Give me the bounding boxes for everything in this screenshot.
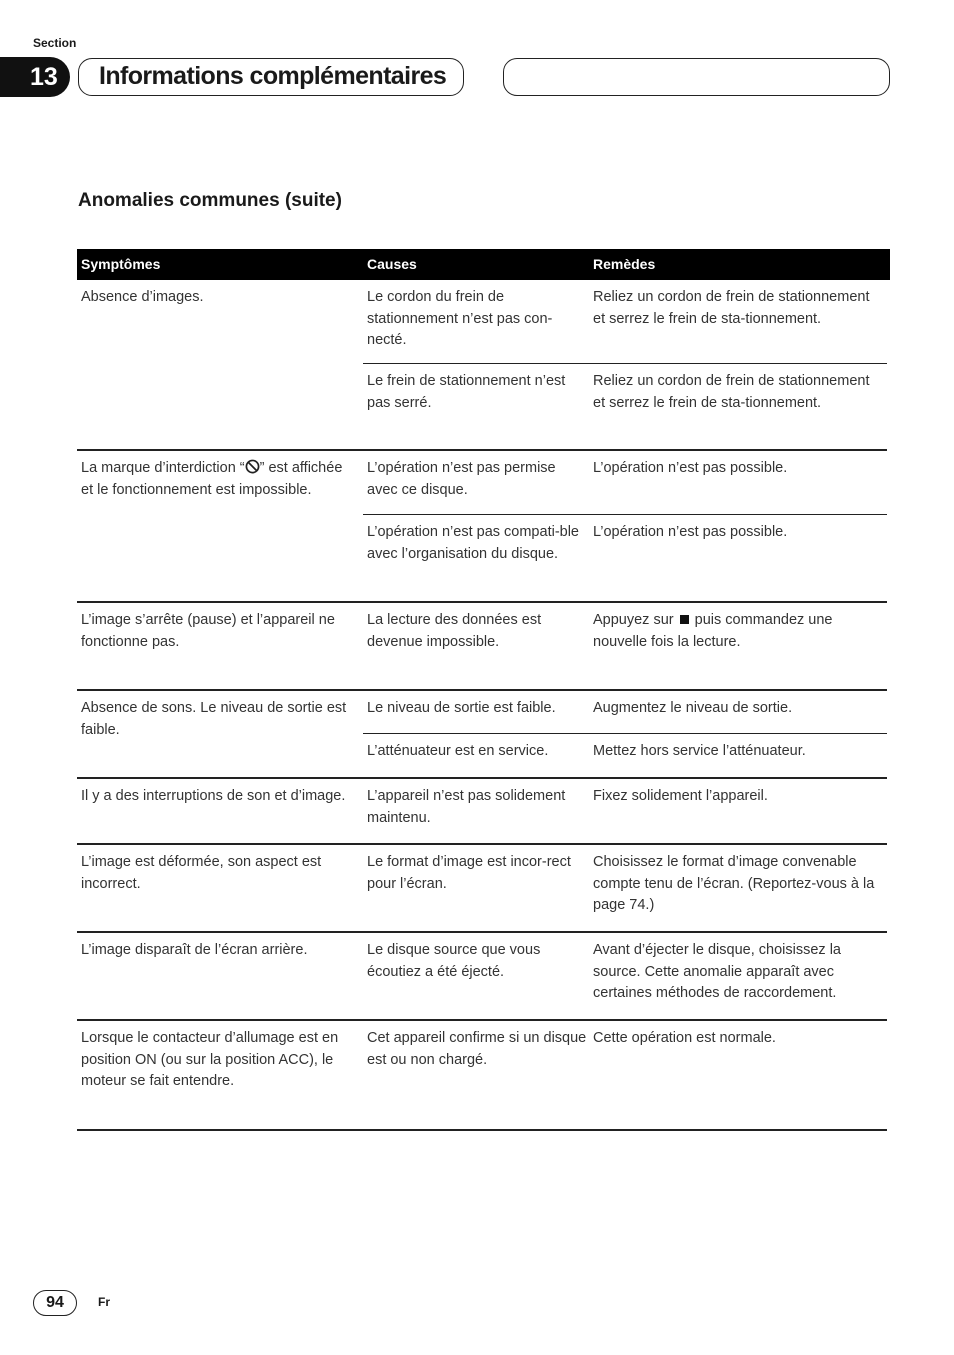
symptom-cell: Lorsque le contacteur d’allumage est en position ON (ou sur la position ACC), le moteur se fait entendre. [81,1030,339,1090]
cause-cell: Le cordon du frein de stationnement n’est pas con-necté. [367,289,553,349]
table-group [77,280,887,451]
table-group [77,845,887,933]
empty-header-box [503,58,890,96]
table-row [363,779,887,841]
symptom-cell: L’image disparaît de l’écran arrière. [81,942,308,958]
page-title: Informations complémentaires [99,62,447,90]
remedy-cell: Avant d’éjecter le disque, choisissez la source. Cette anomalie apparaît avec certaines méthodes de raccordement. [593,942,841,1002]
sub-heading: Anomalies communes (suite) [78,190,342,211]
table-group [77,933,887,1021]
stop-icon [680,615,689,624]
table-header [77,249,890,280]
title-box [78,58,464,96]
remedy-text-end: puis commandez une nouvelle fois la lecture. [593,612,833,650]
page-number: 94 [33,1290,77,1316]
table-group [77,451,887,603]
remedy-cell: Fixez solidement l’appareil. [593,788,768,804]
table-group [77,603,887,691]
symptom-text-end: ” est affichée et le fonctionnement est impossible. [81,460,343,498]
section-number: 13 [0,57,70,97]
table-row [363,603,887,687]
table-row [363,364,887,448]
symptom-cell: Absence de sons. Le niveau de sortie est faible. [81,700,347,738]
symptom-text-start: La marque d’interdiction “ [81,460,245,476]
cause-cell: Le niveau de sortie est faible. [367,700,556,716]
remedy-cell: Reliez un cordon de frein de stationnement et serrez le frein de sta-tionnement. [593,373,870,411]
cause-cell: Le disque source que vous écoutiez a été éjecté. [367,942,541,980]
table-row [363,734,887,776]
cause-cell: L’atténuateur est en service. [367,743,549,759]
cause-cell: L’opération n’est pas compati-ble avec l’organisation du disque. [367,524,579,562]
cause-cell: Cet appareil confirme si un disque est ou non chargé. [367,1030,587,1068]
remedy-text-start: Appuyez sur [593,612,674,628]
prohibition-icon [245,459,260,474]
symptom-cell: Il y a des interruptions de son et d’image. [81,788,346,804]
column-header-causes: Causes [367,256,417,272]
table-row [363,691,887,734]
remedy-cell: Reliez un cordon de frein de stationnement et serrez le frein de sta-tionnement. [593,289,870,327]
symptom-cell: L’image est déformée, son aspect est incorrect. [81,854,322,892]
table-row [363,280,887,364]
troubleshooting-table [77,249,890,1131]
remedy-cell: Mettez hors service l’atténuateur. [593,743,806,759]
table-row [363,845,887,929]
remedy-cell: L’opération n’est pas possible. [593,460,788,476]
cause-cell: Le frein de stationnement n’est pas serré. [367,373,566,411]
remedy-cell: Augmentez le niveau de sortie. [593,700,793,716]
table-row [363,1021,887,1127]
remedy-cell: Cette opération est normale. [593,1030,776,1046]
remedy-cell: Choisissez le format d’image convenable compte tenu de l’écran. (Reportez-vous à la page 74.) [593,854,875,914]
cause-cell: L’appareil n’est pas solidement maintenu. [367,788,566,826]
table-group [77,779,887,845]
column-header-symptoms: Symptômes [81,256,161,272]
remedy-cell [593,610,883,653]
table-row [363,451,887,515]
column-header-remedies: Remèdes [593,256,656,272]
remedy-cell: L’opération n’est pas possible. [593,524,788,540]
table-row [363,933,887,1017]
section-label: Section [33,36,77,50]
symptom-cell: L’image s’arrête (pause) et l’appareil ne fonctionne pas. [81,612,335,650]
table-row [363,515,887,600]
symptom-cell: Absence d’images. [81,289,204,305]
symptom-cell [81,458,351,501]
cause-cell: Le format d’image est incor-rect pour l’écran. [367,854,571,892]
cause-cell: La lecture des données est devenue impossible. [367,612,542,650]
table-group [77,1021,887,1131]
cause-cell: L’opération n’est pas permise avec ce disque. [367,460,556,498]
table-group [77,691,887,779]
language-label: Fr [98,1295,110,1309]
